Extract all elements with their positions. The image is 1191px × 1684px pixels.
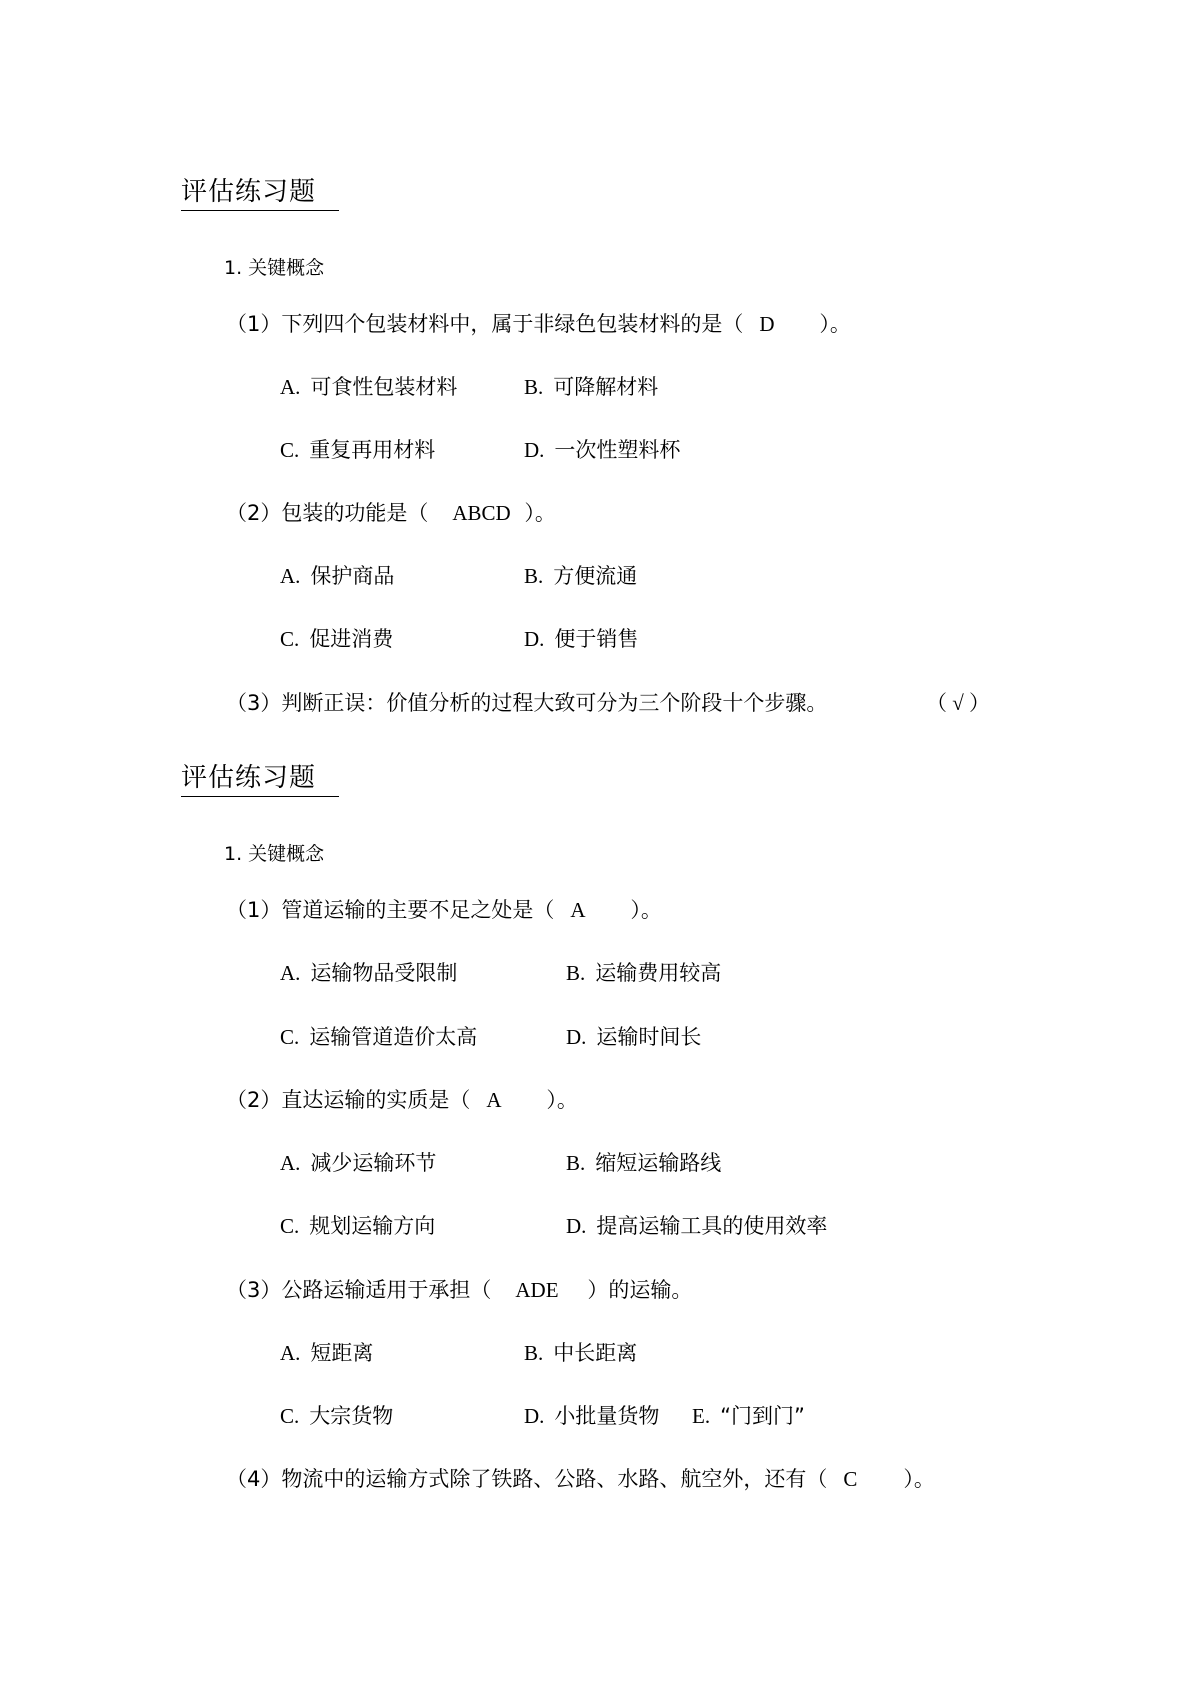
- option-b: B. 可降解材料: [524, 375, 659, 399]
- option-b: B. 缩短运输路线: [566, 1151, 722, 1175]
- answer-text: A: [486, 1088, 502, 1112]
- subsection-title: 1. 关键概念: [224, 843, 325, 865]
- question-3: （3）公路运输适用于承担（ ADE ）的运输。: [226, 1278, 693, 1302]
- answer-text: C: [843, 1467, 858, 1491]
- option-d: D. 运输时间长: [566, 1025, 702, 1049]
- title-underline: [181, 796, 339, 797]
- question-4: （4）物流中的运输方式除了铁路、公路、水路、航空外，还有（ C ）。: [226, 1467, 935, 1491]
- option-b: B. 中长距离: [524, 1341, 638, 1365]
- option-c: C. 规划运输方向: [280, 1214, 436, 1238]
- answer-text: ADE: [515, 1278, 559, 1302]
- section-title: 评估练习题: [181, 177, 316, 207]
- judgement-answer: （ √ ）: [926, 691, 991, 715]
- question-2: （2）直达运输的实质是（ A ）。: [226, 1088, 578, 1112]
- option-b: B. 方便流通: [524, 564, 638, 588]
- answer-text: D: [759, 312, 775, 336]
- option-c: C. 运输管道造价太高: [280, 1025, 478, 1049]
- option-b: B. 运输费用较高: [566, 961, 722, 985]
- section-title: 评估练习题: [181, 763, 316, 793]
- question-2: （2）包装的功能是（ ABCD ）。: [226, 501, 556, 525]
- title-underline: [181, 210, 339, 211]
- option-d: D. 提高运输工具的使用效率: [566, 1214, 828, 1238]
- option-a: A. 短距离: [280, 1341, 374, 1365]
- subsection-title: 1. 关键概念: [224, 257, 325, 279]
- question-1: （1）下列四个包装材料中，属于非绿色包装材料的是（ D ）。: [226, 312, 851, 336]
- option-c: C. 大宗货物: [280, 1404, 394, 1428]
- answer-text: A: [570, 898, 586, 922]
- option-a: A. 保护商品: [280, 564, 395, 588]
- option-a: A. 运输物品受限制: [280, 961, 458, 985]
- option-a: A. 减少运输环节: [280, 1151, 437, 1175]
- option-d: D. 小批量货物: [524, 1404, 660, 1428]
- option-e: E. “门到门”: [692, 1404, 805, 1428]
- option-c: C. 促进消费: [280, 627, 394, 651]
- option-d: D. 便于销售: [524, 627, 639, 651]
- question-3: （3）判断正误：价值分析的过程大致可分为三个阶段十个步骤。: [226, 691, 828, 715]
- question-1: （1）管道运输的主要不足之处是（ A ）。: [226, 898, 662, 922]
- option-a: A. 可食性包装材料: [280, 375, 458, 399]
- option-d: D. 一次性塑料杯: [524, 438, 681, 462]
- option-c: C. 重复再用材料: [280, 438, 436, 462]
- answer-text: ABCD: [452, 501, 511, 525]
